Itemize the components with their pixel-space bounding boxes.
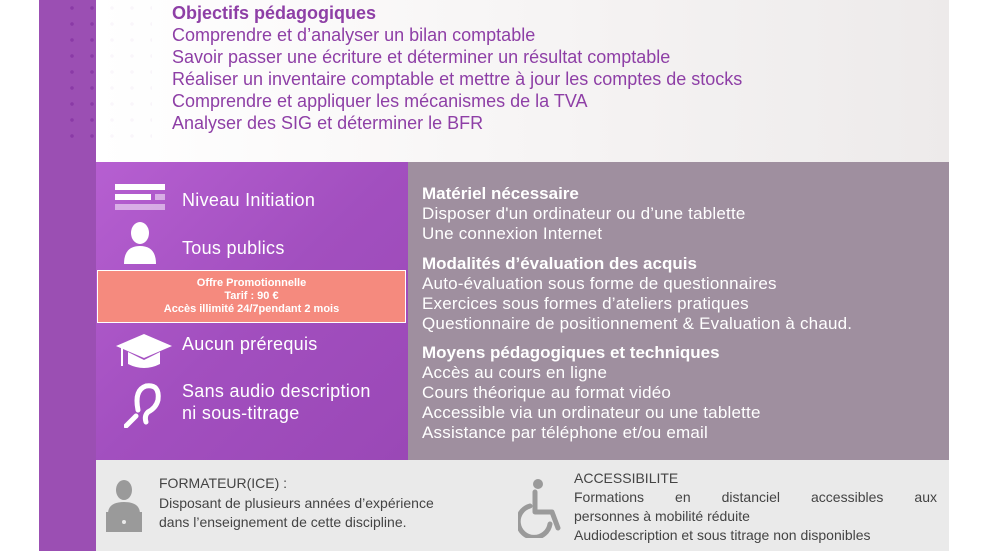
materiel-item: Une connexion Internet xyxy=(422,224,603,243)
formateur-title: FORMATEUR(ICE) : xyxy=(159,475,288,491)
right-margin xyxy=(949,0,989,551)
objectifs-title: Objectifs pédagogiques xyxy=(172,3,377,23)
evaluation-item: Questionnaire de positionnement & Evaluation à chaud. xyxy=(422,314,853,333)
user-icon xyxy=(122,222,158,269)
formateur-box xyxy=(96,460,496,551)
moyens-item: Cours théorique au format vidéo xyxy=(422,383,672,402)
moyens-title: Moyens pédagogiques et techniques xyxy=(422,343,720,362)
promo-price: Tarif : 90 € xyxy=(224,290,279,302)
evaluation-title: Modalités d’évaluation des acquis xyxy=(422,254,697,273)
prerequis-label: Aucun prérequis xyxy=(182,334,318,354)
objectif-item: Analyser des SIG et déterminer le BFR xyxy=(172,113,484,133)
promo-access: Accès illimité 24/7pendant 2 mois xyxy=(163,303,340,315)
accessibilite-line-3: Audiodescription et sous titrage non disponibles xyxy=(574,527,871,543)
public-label: Tous publics xyxy=(182,238,285,258)
moyens-section xyxy=(422,343,761,443)
hearing-icon xyxy=(124,380,164,433)
moyens-item: Accès au cours en ligne xyxy=(422,363,608,382)
objectif-item: Réaliser un inventaire comptable et mettre à jour les comptes de stocks xyxy=(172,69,743,89)
accessibilite-line-1: Formations en distanciel accessibles aux xyxy=(574,489,937,505)
objectif-item: Savoir passer une écriture et déterminer un résultat comptable xyxy=(172,47,671,67)
accessibilite-title: ACCESSIBILITE xyxy=(574,470,679,486)
niveau-label: Niveau Initiation xyxy=(182,190,316,210)
moyens-item: Assistance par téléphone et/ou email xyxy=(422,423,708,442)
audio-label xyxy=(182,380,371,424)
materiel-item: Disposer d'un ordinateur ou d’une tablette xyxy=(422,204,746,223)
formateur-line-2: dans l’enseignement de cette discipline. xyxy=(159,514,407,530)
wheelchair-icon xyxy=(518,478,568,543)
promo-title: Offre Promotionnelle xyxy=(196,277,307,289)
evaluation-section xyxy=(422,254,852,334)
materiel-section xyxy=(422,184,746,244)
audio-line-1: Sans audio description xyxy=(182,381,371,401)
trainer-laptop-icon xyxy=(104,480,144,539)
moyens-item: Accessible via un ordinateur ou une tablette xyxy=(422,403,761,422)
evaluation-item: Exercices sous formes d’ateliers pratiques xyxy=(422,294,749,313)
promo-box xyxy=(97,270,406,323)
objectif-item: Comprendre et d’analyser un bilan comptable xyxy=(172,25,536,45)
accessibilite-line-2: personnes à mobilité réduite xyxy=(574,508,750,524)
objectif-item: Comprendre et appliquer les mécanismes de la TVA xyxy=(172,91,588,111)
accessibilite-box xyxy=(496,460,949,551)
formateur-line-1: Disposant de plusieurs années d’expérience xyxy=(159,495,434,511)
graduation-cap-icon xyxy=(116,332,172,377)
objectifs-section xyxy=(172,2,742,134)
evaluation-item: Auto-évaluation sous forme de questionnaires xyxy=(422,274,777,293)
materiel-title: Matériel nécessaire xyxy=(422,184,579,203)
level-bars-icon xyxy=(115,184,165,215)
audio-line-2: ni sous-titrage xyxy=(182,403,300,423)
